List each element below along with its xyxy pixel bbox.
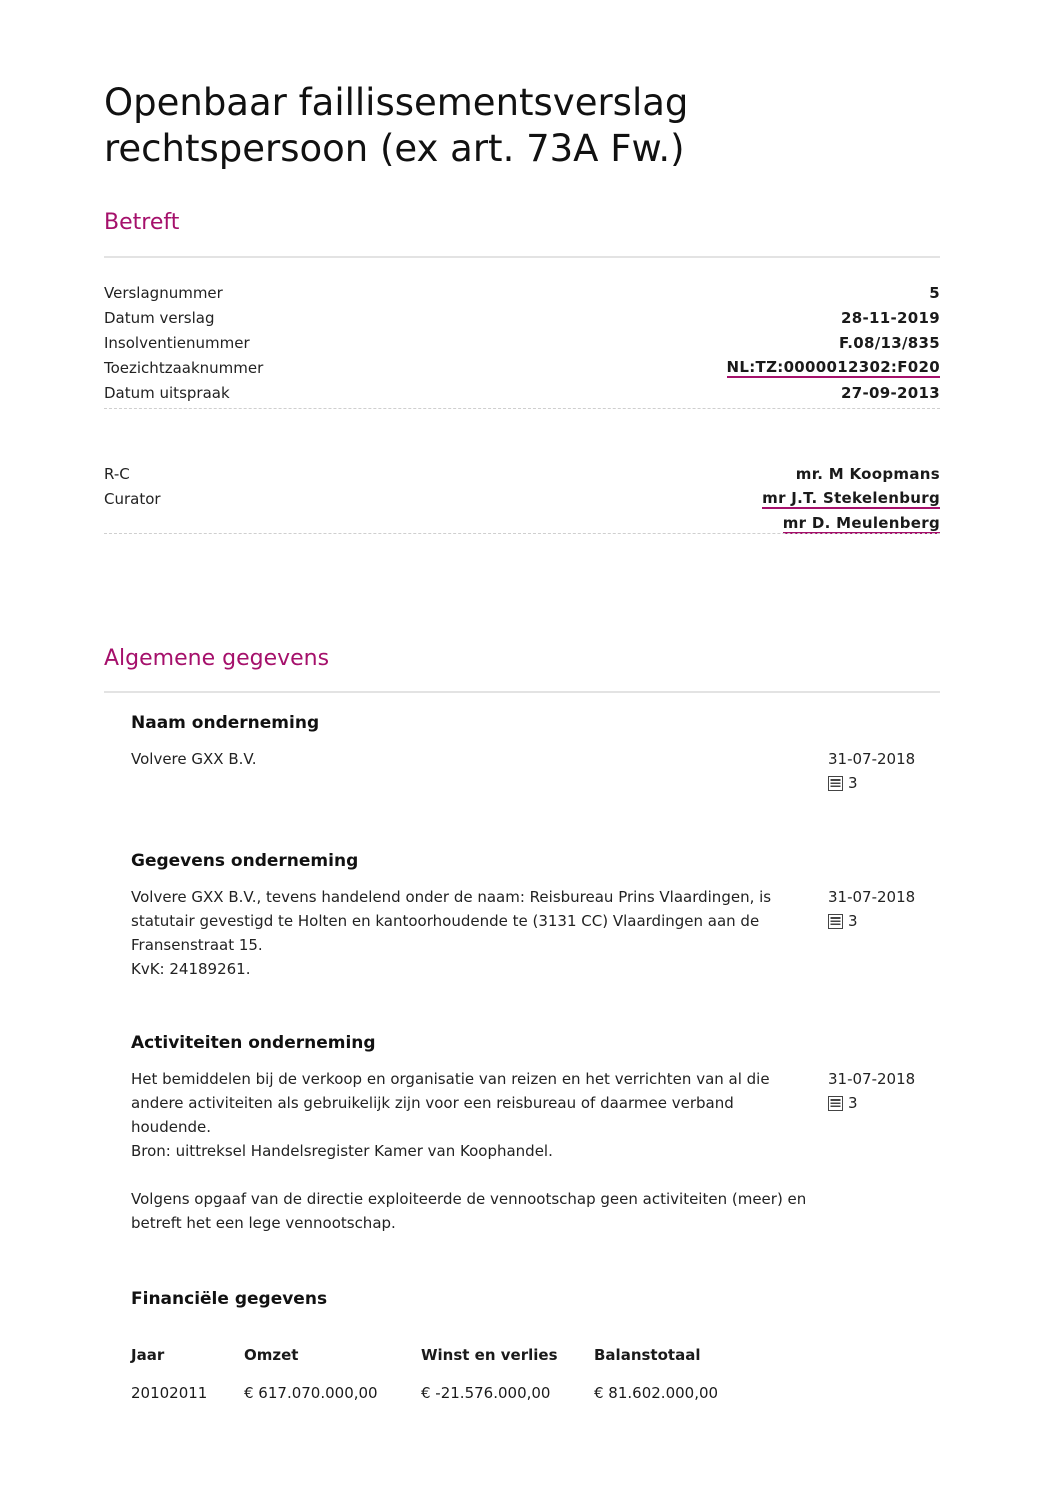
subheading-naam: Naam onderneming xyxy=(131,713,320,733)
document-icon xyxy=(828,1096,843,1111)
divider xyxy=(104,533,940,534)
detail-row-toezichtzaaknummer xyxy=(104,353,940,378)
detail-label: Insolventienummer xyxy=(104,334,250,352)
subheading-gegevens: Gegevens onderneming xyxy=(131,851,359,871)
cell-winst: € -21.576.000,00 xyxy=(421,1384,551,1402)
cell-omzet: € 617.070.000,00 xyxy=(244,1384,378,1402)
subheading-activiteiten: Activiteiten onderneming xyxy=(131,1033,376,1053)
persons xyxy=(104,459,940,534)
case-details xyxy=(104,278,940,403)
detail-value: 28-11-2019 xyxy=(841,309,940,327)
report-number: 3 xyxy=(848,1094,858,1112)
divider xyxy=(104,256,940,258)
gegevens-text: Volvere GXX B.V., tevens handelend onder de naam: Reisbureau Prins Vlaardingen, is statutair gevestigd te Holten en kantoorhoudende te (3131 CC) Vlaardingen aan de Fransenstraat 15. KvK: 24189261. xyxy=(131,888,772,978)
report-reference[interactable] xyxy=(828,909,948,933)
page-title: Openbaar faillissementsverslag rechtspersoon (ex art. 73A Fw.) xyxy=(104,81,689,170)
naam-meta xyxy=(828,747,948,795)
document-icon xyxy=(828,914,843,929)
entry-date: 31-07-2018 xyxy=(828,750,916,768)
cell-jaar: 20102011 xyxy=(131,1384,208,1402)
person-row-curator xyxy=(104,484,940,509)
subheading-financieel: Financiële gegevens xyxy=(131,1289,328,1309)
entry-date: 31-07-2018 xyxy=(828,888,916,906)
detail-value: 27-09-2013 xyxy=(841,384,940,402)
detail-label: Toezichtzaaknummer xyxy=(104,359,264,377)
section-heading-algemeen: Algemene gegevens xyxy=(104,646,330,671)
column-header-omzet: Omzet xyxy=(244,1346,299,1364)
divider xyxy=(104,691,940,693)
person-row-curator-2 xyxy=(104,509,940,534)
naam-text: Volvere GXX B.V. xyxy=(131,750,257,768)
detail-row-insolventienummer xyxy=(104,328,940,353)
financial-table xyxy=(131,1342,764,1406)
activiteiten-text: Het bemiddelen bij de verkoop en organisatie van reizen en het verrichten van al die andere activiteiten als gebruikelijk zijn voor een reisbureau of daarmee verband houdende. Bron: uittreksel Handelsregister Kamer van Koophandel. Volgens opgaaf van de directie exploiteerde de vennootschap geen activiteiten (meer) en betreft het een lege vennootschap. xyxy=(131,1070,807,1232)
report-reference[interactable] xyxy=(828,1091,948,1115)
detail-row-datum-verslag xyxy=(104,303,940,328)
person-label: R-C xyxy=(104,465,130,483)
person-row-rc xyxy=(104,459,940,484)
table-header-row xyxy=(131,1342,764,1368)
curator-link-meulenberg[interactable]: mr D. Meulenberg xyxy=(782,514,940,532)
report-number: 3 xyxy=(848,912,858,930)
toezichtzaaknummer-link[interactable]: NL:TZ:0000012302:F020 xyxy=(726,358,940,376)
column-header-winst: Winst en verlies xyxy=(421,1346,558,1364)
gegevens-meta xyxy=(828,885,948,933)
document-icon xyxy=(828,776,843,791)
column-header-balanstotaal: Balanstotaal xyxy=(594,1346,701,1364)
detail-label: Verslagnummer xyxy=(104,284,223,302)
detail-row-verslagnummer xyxy=(104,278,940,303)
curator-link-stekelenburg[interactable]: mr J.T. Stekelenburg xyxy=(762,489,940,507)
detail-label: Datum verslag xyxy=(104,309,215,327)
activiteiten-meta xyxy=(828,1067,948,1115)
column-header-jaar: Jaar xyxy=(131,1346,165,1364)
report-number: 3 xyxy=(848,774,858,792)
person-value: mr. M Koopmans xyxy=(795,465,940,483)
section-heading-betreft: Betreft xyxy=(104,210,180,235)
detail-row-datum-uitspraak xyxy=(104,378,940,403)
divider xyxy=(104,408,940,409)
entry-date: 31-07-2018 xyxy=(828,1070,916,1088)
table-row xyxy=(131,1380,764,1406)
cell-balanstotaal: € 81.602.000,00 xyxy=(594,1384,719,1402)
detail-label: Datum uitspraak xyxy=(104,384,230,402)
detail-value: 5 xyxy=(929,284,940,302)
report-reference[interactable] xyxy=(828,771,948,795)
person-label: Curator xyxy=(104,490,161,508)
detail-value: F.08/13/835 xyxy=(838,334,940,352)
